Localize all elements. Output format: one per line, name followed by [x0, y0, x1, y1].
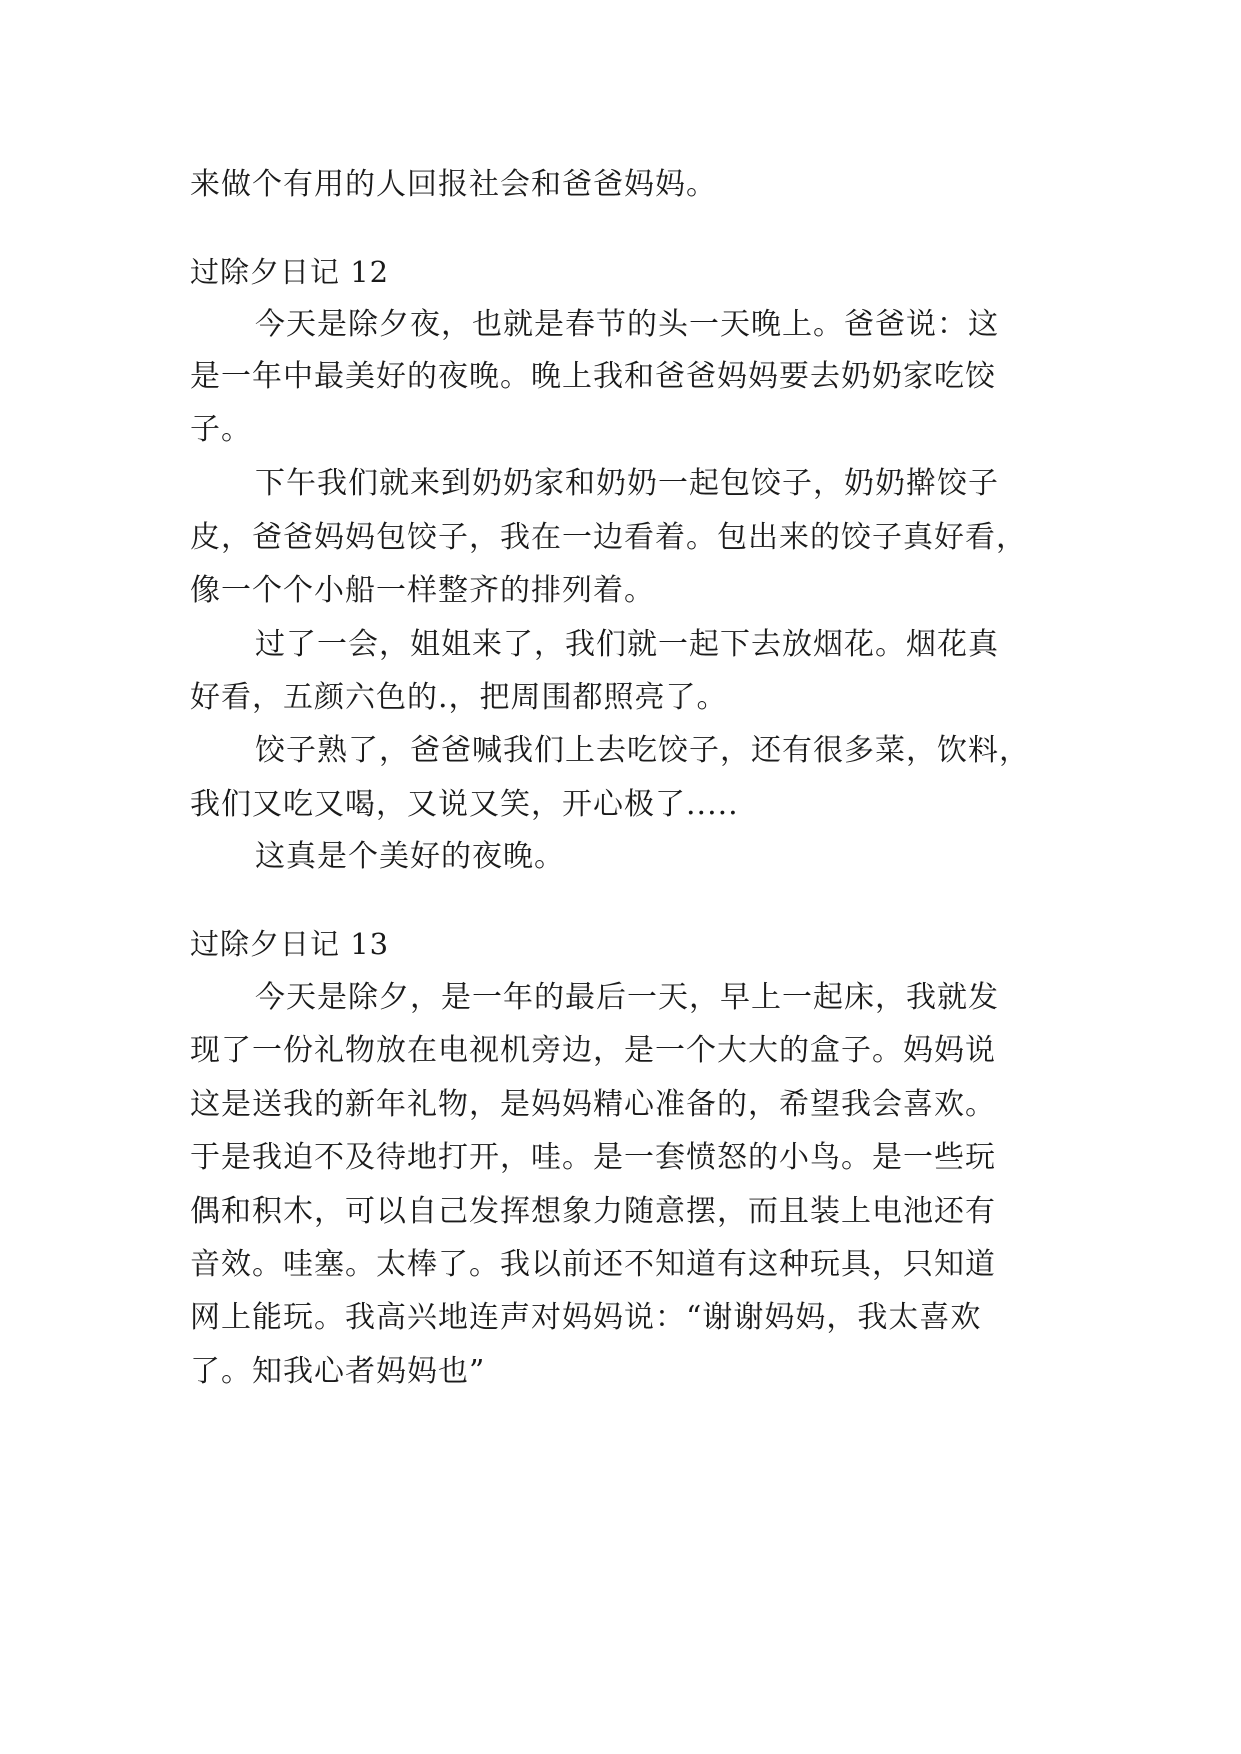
entry-13-line-1: 今天是除夕，是一年的最后一天，早上一起床，我就发 — [255, 980, 999, 1015]
entry-12-line-4: 下午我们就来到奶奶家和奶奶一起包饺子，奶奶擀饺子 — [255, 466, 999, 501]
entry-13-line-2: 现了一份礼物放在电视机旁边，是一个大大的盒子。妈妈说 — [190, 1033, 996, 1068]
entry-12-line-11: 这真是个美好的夜晚。 — [255, 839, 565, 874]
entry-13-line-5: 偶和积木，可以自己发挥想象力随意摆，而且装上电池还有 — [190, 1194, 996, 1229]
entry-12-line-8: 好看，五颜六色的.，把周围都照亮了。 — [190, 680, 728, 715]
entry-12-line-7: 过了一会，姐姐来了，我们就一起下去放烟花。烟花真 — [255, 627, 999, 662]
entry-12-line-9: 饺子熟了，爸爸喊我们上去吃饺子，还有很多菜，饮料， — [255, 733, 1030, 768]
entry-13-line-6: 音效。哇塞。太棒了。我以前还不知道有这种玩具，只知道 — [190, 1247, 996, 1282]
entry-13-line-8: 了。知我心者妈妈也” — [190, 1354, 486, 1389]
entry-12-line-1: 今天是除夕夜，也就是春节的头一天晚上。爸爸说：这 — [255, 307, 999, 342]
entry-13-line-4: 于是我迫不及待地打开，哇。是一套愤怒的小鸟。是一些玩 — [190, 1140, 996, 1175]
entry-12-line-2: 是一年中最美好的夜晚。晚上我和爸爸妈妈要去奶奶家吃饺 — [190, 359, 996, 394]
entry-13-title: 过除夕日记 13 — [190, 927, 390, 961]
entry-12-title: 过除夕日记 12 — [190, 255, 390, 289]
entry-12-line-3: 子。 — [190, 412, 252, 447]
entry-13-line-3: 这是送我的新年礼物，是妈妈精心准备的，希望我会喜欢。 — [190, 1087, 996, 1122]
entry-12-line-6: 像一个个小船一样整齐的排列着。 — [190, 573, 655, 608]
entry-12-line-10: 我们又吃又喝，又说又笑，开心极了..... — [190, 787, 739, 822]
intro-line: 来做个有用的人回报社会和爸爸妈妈。 — [190, 167, 717, 202]
entry-13-line-7: 网上能玩。我高兴地连声对妈妈说：“谢谢妈妈，我太喜欢 — [190, 1300, 982, 1335]
entry-12-line-5: 皮，爸爸妈妈包饺子，我在一边看着。包出来的饺子真好看， — [190, 520, 1027, 555]
